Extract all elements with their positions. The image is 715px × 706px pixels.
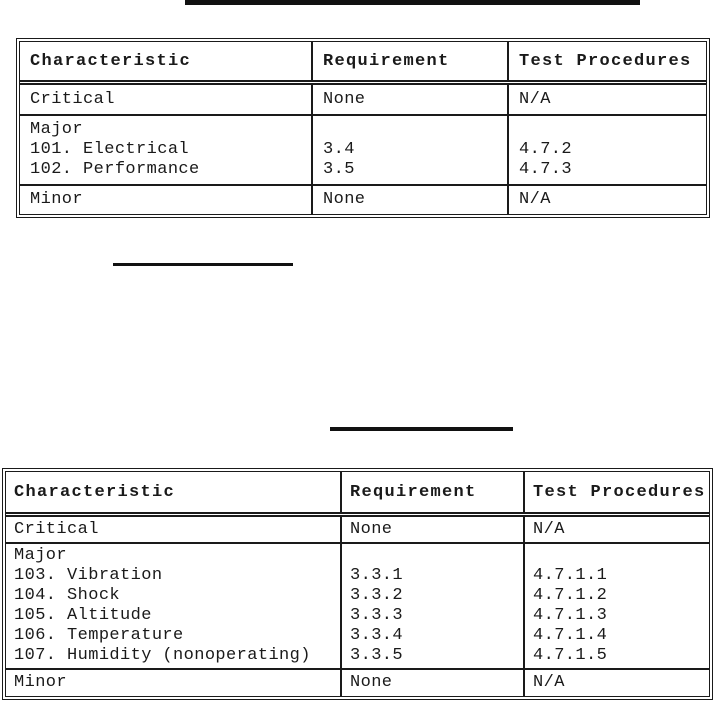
cell-test-procedures: 4.7.2 4.7.3 bbox=[519, 140, 573, 179]
column-header-characteristic: Characteristic bbox=[20, 42, 313, 80]
cell-characteristic: Major 101. Electrical 102. Performance bbox=[20, 116, 313, 184]
column-header-test-procedures: Test Procedures bbox=[533, 482, 706, 502]
cell-requirement: None bbox=[313, 85, 509, 114]
table-row-major bbox=[20, 116, 706, 186]
page-title-underline bbox=[185, 0, 640, 5]
table-row-critical bbox=[6, 517, 709, 544]
cell-test-procedures: N/A bbox=[533, 519, 565, 539]
column-header-requirement: Requirement bbox=[313, 42, 509, 80]
table-row-critical bbox=[20, 85, 706, 116]
table-row-minor bbox=[6, 670, 709, 696]
table-inner-border bbox=[5, 471, 710, 697]
table-header-row bbox=[20, 42, 706, 85]
cell-test-procedures: N/A bbox=[533, 673, 565, 692]
table-row-major bbox=[6, 544, 709, 670]
cell-test-procedures: 4.7.1.1 4.7.1.2 4.7.1.3 4.7.1.4 4.7.1.5 bbox=[533, 566, 608, 665]
cell-requirement: None bbox=[313, 186, 509, 214]
cell-requirement: None bbox=[342, 517, 525, 542]
classification-table-lower bbox=[2, 468, 713, 700]
cell-characteristic: Major 103. Vibration 104. Shock 105. Altitude 106. Temperature 107. Humidity (nonoperating) bbox=[6, 544, 342, 668]
cell-characteristic: Critical bbox=[6, 517, 342, 542]
cell-requirement: 3.3.1 3.3.2 3.3.3 3.3.4 3.3.5 bbox=[342, 544, 525, 668]
column-header-requirement: Requirement bbox=[342, 472, 525, 512]
cell-characteristic: Critical bbox=[20, 85, 313, 114]
table-row-minor bbox=[20, 186, 706, 214]
table-caption-underline-lower bbox=[330, 427, 513, 431]
cell-requirement: 3.4 3.5 bbox=[313, 116, 509, 184]
cell-test-procedures: N/A bbox=[519, 190, 551, 209]
cell-characteristic: Minor bbox=[20, 186, 313, 214]
table-inner-border bbox=[19, 41, 707, 215]
cell-test-procedures: N/A bbox=[519, 89, 551, 109]
classification-table-upper bbox=[16, 38, 710, 218]
column-header-characteristic: Characteristic bbox=[6, 472, 342, 512]
cell-requirement: None bbox=[342, 670, 525, 696]
table-header-row bbox=[6, 472, 709, 517]
table-caption-underline-upper bbox=[113, 263, 293, 266]
column-header-test-procedures: Test Procedures bbox=[519, 51, 692, 71]
cell-characteristic: Minor bbox=[6, 670, 342, 696]
